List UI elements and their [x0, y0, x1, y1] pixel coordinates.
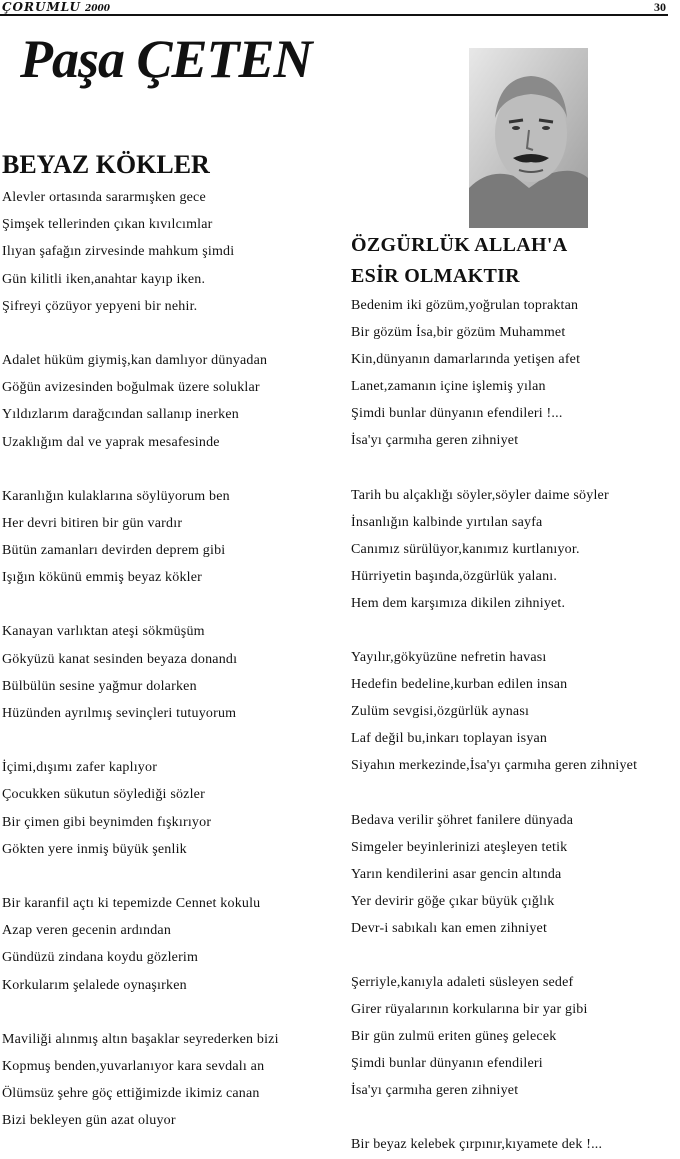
- poem-line: Bir gün zulmü eriten güneş gelecek: [351, 1029, 557, 1045]
- poem-line: Kanayan varlıktan ateşi sökmüşüm: [2, 624, 205, 640]
- poem-title: BEYAZ KÖKLER: [2, 150, 210, 179]
- poem-line: Karanlığın kulaklarına söylüyorum ben: [2, 488, 230, 504]
- stanza: [2, 347, 342, 456]
- poem-title-line: ÖZGÜRLÜK ALLAH'A: [351, 234, 568, 256]
- poem-line: İsa'yı çarmıha geren zihniyet: [351, 1083, 519, 1099]
- poem-line: Korkularım şelalede oynaşırken: [2, 977, 187, 993]
- poem-line: Göğün avizesinden boğulmak üzere soluklar: [2, 380, 260, 396]
- poem-line: Hüzünden ayrılmış sevinçleri tutuyorum: [2, 706, 237, 721]
- author-name: Paşa ÇETEN: [20, 29, 312, 89]
- poem-line: Bedenim iki gözüm,yoğrulan topraktan: [351, 298, 579, 313]
- poem-line: Bir karanfil açtı ki tepemizde Cennet kokulu: [2, 895, 261, 911]
- poem-line: Her devri bitiren bir gün vardır: [2, 515, 183, 531]
- poem-line: Azap veren gecenin ardından: [2, 923, 172, 939]
- poem-line: Kin,dünyanın damarlarında yetişen afet: [351, 352, 581, 368]
- poem-line: Girer rüyalarının korkularına bir yar gibi: [351, 1002, 588, 1018]
- poem-line: Hem dem karşımıza dikilen zihniyet.: [351, 595, 566, 611]
- poem-line: Şimşek tellerinden çıkan kıvılcımlar: [2, 217, 213, 233]
- poem-line: Yarın kendilerini asar gencin altında: [351, 866, 562, 882]
- poem-line: Şerriyle,kanıyla adaleti süsleyen sedef: [351, 974, 574, 990]
- poem-line: Lanet,zamanın içine işlemiş yılan: [351, 379, 546, 395]
- stanza: [351, 482, 680, 617]
- stanza: [2, 754, 342, 863]
- poem-line: Bir çimen gibi beynimden fışkırıyor: [2, 814, 212, 830]
- poem-line: Yayılır,gökyüzüne nefretin havası: [351, 650, 547, 666]
- poem-line: Ilıyan şafağın zirvesinde mahkum şimdi: [2, 244, 235, 260]
- page-header: [0, 0, 680, 18]
- poem-line: Alevler ortasında sararmışken gece: [2, 190, 206, 205]
- poem-line: Siyahın merkezinde,İsa'yı çarmıha geren zihniyet: [351, 758, 638, 774]
- poem-line: İnsanlığın kalbinde yırtılan sayfa: [351, 514, 543, 530]
- poem-line: Şimdi bunlar dünyanın efendileri !...: [351, 406, 563, 422]
- poem-line: Çocukken sükutun söylediği sözler: [2, 787, 205, 803]
- poem-line: Hedefin bedeline,kurban edilen insan: [351, 677, 568, 693]
- stanza: [351, 1131, 680, 1158]
- poem-line: Laf değil bu,inkarı toplayan isyan: [351, 731, 548, 747]
- poem-line: Gün kilitli iken,anahtar kayıp iken.: [2, 271, 206, 287]
- stanza: [351, 644, 680, 779]
- header-rule: [0, 14, 668, 16]
- poem-line: İsa'yı çarmıha geren zihniyet: [351, 433, 519, 449]
- stanza: [2, 618, 342, 727]
- poem-line: Bir gözüm İsa,bir gözüm Muhammet: [351, 325, 566, 341]
- poem-line: İçimi,dışımı zafer kaplıyor: [2, 760, 158, 776]
- stanza: [351, 807, 680, 942]
- poem-line: Ölümsüz şehre göç ettiğimizde ikimiz canan: [2, 1086, 260, 1102]
- poem-line: Gökten yere inmiş büyük şenlik: [2, 841, 187, 857]
- author-portrait-icon: [469, 48, 588, 228]
- stanza: [2, 1026, 342, 1135]
- poem-title: [351, 230, 680, 292]
- poem-line: Hürriyetin başında,özgürlük yalanı.: [351, 568, 558, 584]
- poem-line: Bizi bekleyen gün azat oluyor: [2, 1113, 176, 1129]
- magazine-year: 2000: [84, 4, 111, 14]
- poem-line: Devr-i sabıkalı kan emen zihniyet: [351, 920, 548, 936]
- poem-line: Adalet hüküm giymiş,kan damlıyor dünyadan: [2, 352, 268, 368]
- stanza: [2, 184, 342, 320]
- poem-beyaz-kokler: [2, 148, 342, 1134]
- magazine-logo: ÇORUMLU 2000: [2, 0, 111, 14]
- poem-line: Simgeler beyinlerinizi ateşleyen tetik: [351, 839, 568, 855]
- poem-line: Bülbülün sesine yağmur dolarken: [2, 678, 197, 694]
- poem-line: Şifreyi çözüyor yepyeni bir nehir.: [2, 298, 198, 314]
- poem-line: Yer devirir göğe çıkar büyük çığlık: [351, 893, 555, 909]
- poem-line: Şimdi bunlar dünyanın efendileri: [351, 1056, 543, 1072]
- poem-ozgurluk: [351, 230, 680, 1159]
- stanza: [351, 969, 680, 1104]
- poem-line: Canımız sürülüyor,kanımız kurtlanıyor.: [351, 541, 580, 557]
- poem-line: Yıldızlarım darağcından sallanıp inerken: [2, 407, 239, 423]
- poem-line: Zulüm sevgisi,özgürlük aynası: [351, 704, 530, 720]
- poem-line: Bedava verilir şöhret fanilere dünyada: [351, 812, 574, 828]
- poem-line: Gündüzü zindana koydu gözlerim: [2, 950, 199, 966]
- poem-line: Tarih bu alçaklığı söyler,söyler daime söyler: [351, 487, 609, 503]
- poem-line: Bütün zamanları devirden deprem gibi: [2, 543, 226, 559]
- poem-line: Kopmuş benden,yuvarlanıyor kara sevdalı an: [2, 1058, 265, 1074]
- page-number: 30: [654, 0, 666, 14]
- poem-title-line: ESİR OLMAKTIR: [351, 265, 520, 287]
- poem-line: Uzaklığım dal ve yaprak mesafesinde: [2, 434, 220, 450]
- poem-line: Gökyüzü kanat sesinden beyaza donandı: [2, 651, 238, 667]
- stanza: [2, 890, 342, 999]
- poem-line: Bir beyaz kelebek çırpınır,kıyamete dek !...: [351, 1137, 603, 1153]
- stanza: [351, 292, 680, 455]
- stanza: [2, 483, 342, 592]
- poem-line: Maviliği alınmış altın başaklar seyrederken bizi: [2, 1031, 279, 1047]
- poem-line: Işığın kökünü emmiş beyaz kökler: [2, 570, 203, 586]
